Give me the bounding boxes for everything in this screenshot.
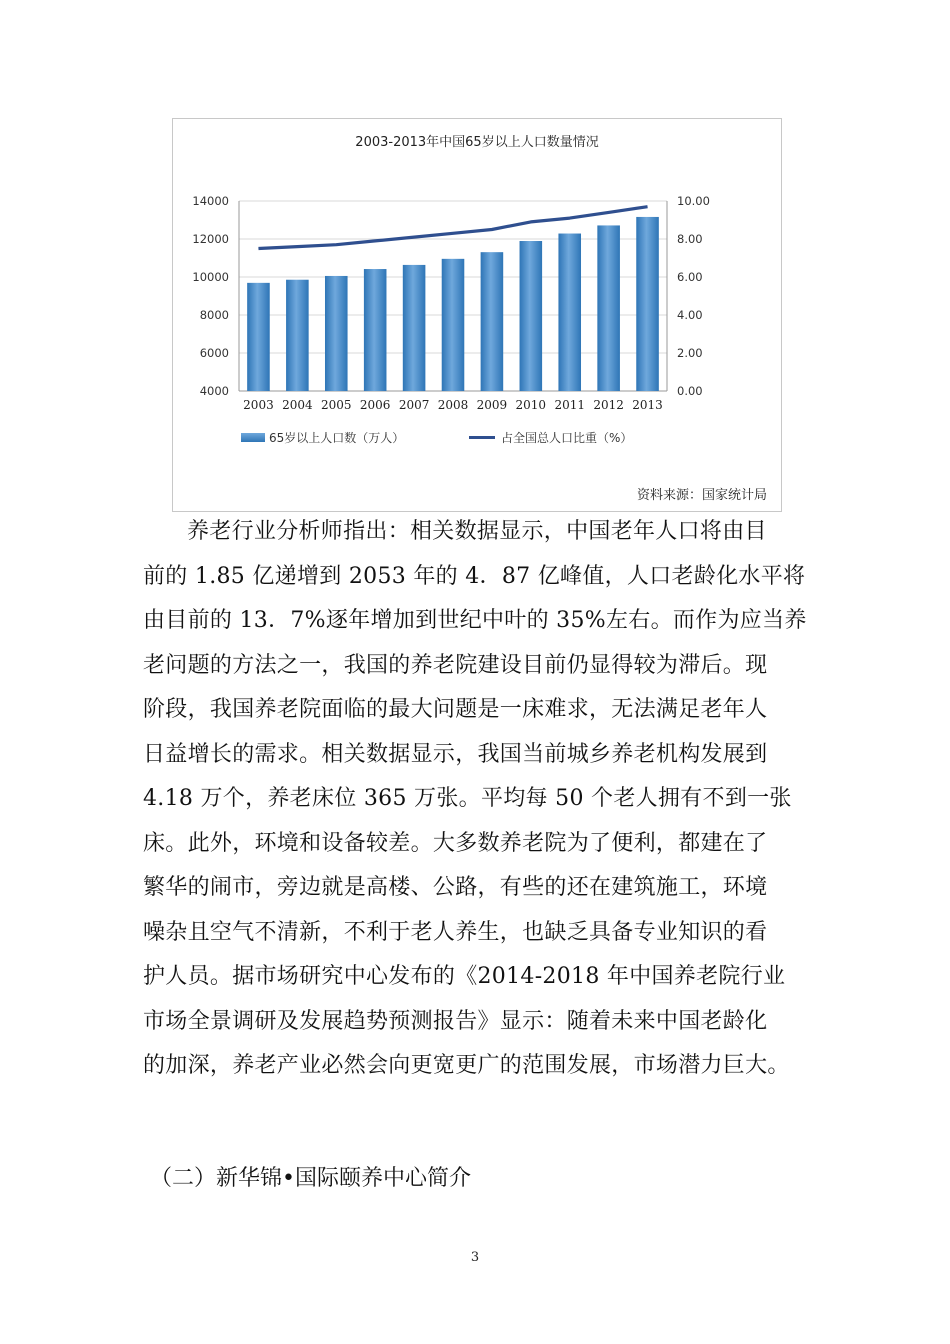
body-paragraph: [143, 510, 807, 1089]
bar: [247, 283, 270, 391]
bar: [558, 234, 581, 391]
x-tick-label: 2009: [476, 398, 508, 412]
x-tick-label: 2004: [282, 398, 313, 412]
paragraph-line: 老问题的方法之一，我国的养老院建设目前仍显得较为滞后。现: [143, 652, 768, 678]
paragraph-line: 日益增长的需求。相关数据显示，我国当前城乡养老机构发展到: [143, 741, 768, 767]
paragraph-line: 4.18 万个，养老床位 365 万张。平均每 50 个老人拥有不到一张: [143, 786, 792, 811]
x-tick-label: 2007: [398, 398, 430, 412]
y-tick-label: 4000: [199, 384, 229, 398]
legend-swatch-line: [469, 436, 495, 439]
x-tick-label: 2006: [359, 398, 391, 412]
x-tick-label: 2011: [554, 398, 586, 412]
chart-plot: [173, 119, 781, 511]
chart-source: 资料来源：国家统计局: [636, 488, 767, 503]
y-tick-label: 6000: [199, 346, 229, 360]
x-tick-label: 2010: [515, 398, 547, 412]
paragraph-line: 阶段，我国养老院面临的最大问题是一床难求，无法满足老年人: [143, 697, 768, 722]
x-tick-label: 2003: [243, 398, 274, 412]
paragraph-line: 养老行业分析师指出：相关数据显示，中国老年人口将由目: [187, 519, 767, 544]
paragraph-line: 前的 1.85 亿递增到 2053 年的 4．87 亿峰值，人口老龄化水平将: [143, 563, 806, 589]
bar: [597, 225, 620, 391]
y2-tick-label: 6.00: [677, 270, 703, 284]
legend-label-population: 65岁以上人口数（万人）: [269, 431, 405, 445]
legend-swatch-bar: [241, 433, 265, 442]
paragraph-line: 繁华的闹市，旁边就是高楼、公路，有些的还在建筑施工，环境: [143, 875, 768, 900]
y2-tick-label: 4.00: [677, 308, 703, 322]
y-tick-label: 8000: [199, 308, 229, 322]
bar: [403, 265, 426, 391]
bar: [442, 259, 465, 391]
chart-figure: [172, 118, 782, 512]
bar: [364, 269, 387, 391]
x-tick-label: 2005: [320, 398, 352, 412]
paragraph-line: 市场全景调研及发展趋势预测报告》显示：随着未来中国老龄化: [143, 1008, 768, 1034]
legend-item-ratio: [469, 429, 632, 446]
y2-tick-label: 2.00: [677, 346, 703, 360]
y2-tick-label: 0.00: [677, 384, 703, 398]
y-tick-label: 14000: [192, 194, 229, 208]
page-number: 3: [470, 1250, 480, 1265]
legend-label-ratio: 占全国总人口比重（%）: [501, 431, 633, 445]
paragraph-line: 噪杂且空气不清新，不利于老人养生，也缺乏具备专业知识的看: [143, 919, 768, 945]
legend-item-population: [241, 429, 404, 446]
x-tick-label: 2008: [437, 398, 469, 412]
y-tick-label: 12000: [192, 232, 229, 246]
x-tick-label: 2013: [632, 398, 663, 412]
series-line: [258, 207, 647, 249]
y-tick-label: 10000: [192, 270, 229, 284]
x-tick-label: 2012: [593, 398, 624, 412]
bar: [520, 241, 543, 391]
y2-tick-label: 10.00: [677, 194, 710, 208]
y2-tick-label: 8.00: [677, 232, 703, 246]
chart-title: 2003-2013年中国65岁以上人口数量情况: [355, 135, 599, 150]
bar: [325, 276, 348, 391]
paragraph-line: 的加深，养老产业必然会向更宽更广的范围发展，市场潜力巨大。: [143, 1053, 790, 1078]
paragraph-line: 床。此外，环境和设备较差。大多数养老院为了便利，都建在了: [143, 830, 768, 856]
section-heading: （二）新华锦•国际颐养中心简介: [150, 1166, 471, 1191]
paragraph-line: 护人员。据市场研究中心发布的《2014-2018 年中国养老院行业: [143, 964, 786, 989]
bar: [286, 280, 309, 391]
bar: [636, 217, 659, 391]
bar: [481, 252, 504, 391]
paragraph-line: 由目前的 13．7%逐年增加到世纪中叶的 35%左右。而作为应当养: [143, 608, 807, 633]
